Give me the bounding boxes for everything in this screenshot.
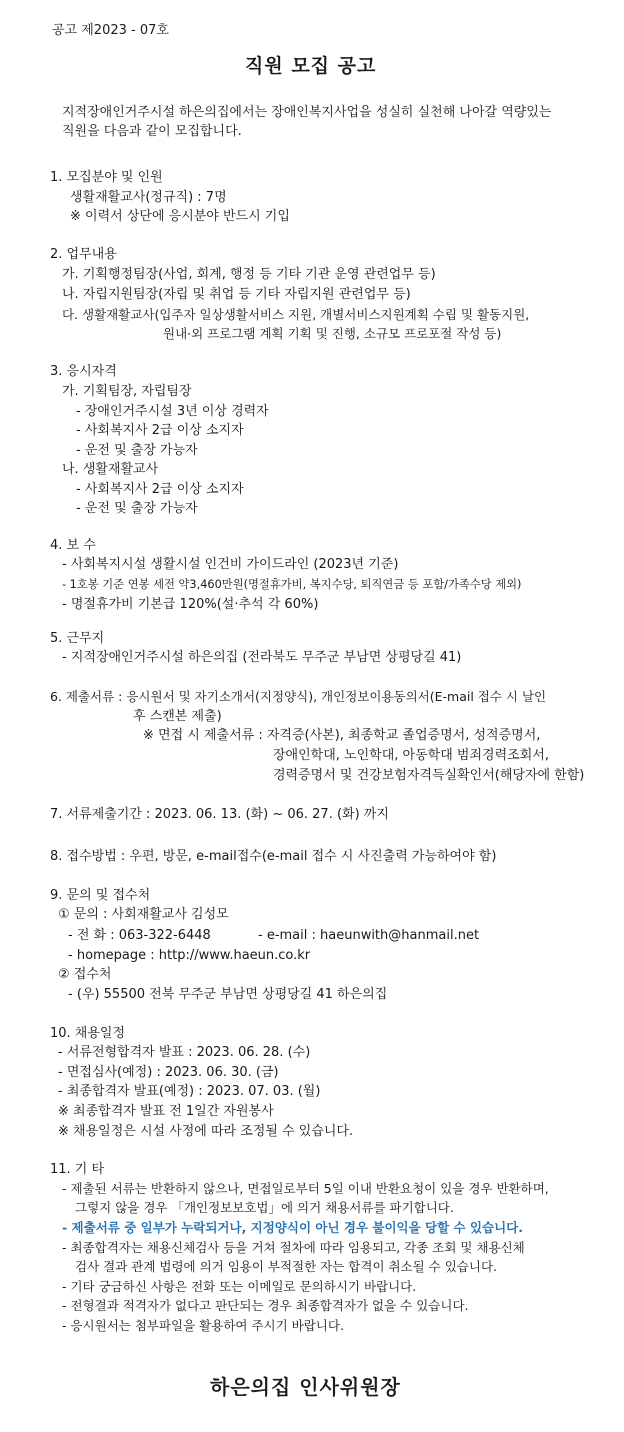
section-11-heading: 11. 기 타 [50,1162,105,1177]
section-4-line-2: - 1호봉 기준 연봉 세전 약3,460만원(명절휴가비, 복지수당, 퇴직연금 등 포함/가족수당 제외) [62,578,522,591]
section-6-line-5: 경력증명서 및 건강보험자격득실확인서(해당자에 한함) [273,768,585,783]
section-9-address: - (우) 55500 전북 무주군 부남면 상평당길 41 하은의집 [68,987,388,1002]
section-3-item-a1: - 장애인거주시설 3년 이상 경력자 [76,404,269,419]
section-2-item-c-cont: 원내·외 프로그램 계획 기획 및 진행, 소규모 프로포절 작성 등) [163,326,502,341]
section-5-heading: 5. 근무지 [50,631,105,646]
section-2-item-b: 나. 자립지원팀장(자립 및 취업 등 기타 자립지원 관련업무 등) [62,287,411,302]
section-9-contact: ① 문의 : 사회재활교사 김성모 [58,907,229,922]
intro-line-1: 지적장애인거주시설 하은의집에서는 장애인복지사업을 성실히 실천해 나아갈 역량있는 [62,105,552,120]
section-2-item-c: 다. 생활재활교사(입주자 일상생활서비스 지원, 개별서비스지원계획 수립 및 활동지원, [62,307,530,322]
section-6-line-1: 6. 제출서류 : 응시원서 및 자기소개서(지정양식), 개인정보이용동의서(E-mail 접수 시 날인 [50,689,547,704]
section-11-line-4: - 최종합격자는 채용신체검사 등을 거쳐 절차에 따라 임용되고, 각종 조회 및 채용신체 [62,1240,525,1255]
issuer-signature: 하은의집 인사위원장 [210,1375,401,1399]
section-9-email[interactable]: - e-mail : haeunwith@hanmail.net [258,928,480,943]
section-11-line-1: - 제출된 서류는 반환하지 않으나, 면접일로부터 5일 이내 반환요청이 있을 경우 반환하며, [62,1181,549,1196]
section-2-item-a: 가. 기획행정팀장(사업, 회계, 행정 등 기타 기관 운영 관련업무 등) [62,267,436,282]
section-1-line: 생활재활교사(정규직) : 7명 [70,190,227,205]
section-3-item-b: 나. 생활재활교사 [62,462,159,477]
section-3-item-a2: - 사회복지사 2급 이상 소지자 [76,423,244,438]
section-10-line-3: - 최종합격자 발표(예정) : 2023. 07. 03. (월) [58,1084,321,1099]
section-3-item-b2: - 운전 및 출장 가능자 [76,501,198,516]
intro-line-2: 직원을 다음과 같이 모집합니다. [62,124,242,139]
section-5-line-1: - 지적장애인거주시설 하은의집 (전라북도 무주군 부남면 상평당길 41) [62,650,462,665]
section-9-reception: ② 접수처 [58,967,112,982]
section-11-line-8: - 응시원서는 첨부파일을 활용하여 주시기 바랍니다. [62,1318,344,1333]
section-11-line-7: - 전형결과 적격자가 없다고 판단되는 경우 최종합격자가 없을 수 있습니다. [62,1298,469,1313]
section-6-line-3: ※ 면접 시 제출서류 : 자격증(사본), 최종학교 졸업증명서, 성적증명서, [143,728,541,743]
section-9-heading: 9. 문의 및 접수처 [50,888,151,903]
section-6-line-4: 장애인학대, 노인학대, 아동학대 범죄경력조회서, [273,748,549,763]
section-7-line-1: 7. 서류제출기간 : 2023. 06. 13. (화) ~ 06. 27. (화) 까지 [50,807,389,822]
section-10-heading: 10. 채용일정 [50,1026,126,1041]
section-10-line-1: - 서류전형합격자 발표 : 2023. 06. 28. (수) [58,1045,311,1060]
section-11-line-3-highlight: - 제출서류 중 일부가 누락되거나, 지정양식이 아닌 경우 불이익을 당할 수 있습니다. [62,1220,524,1235]
section-6-line-2: 후 스캔본 제출) [133,709,222,724]
section-11-line-2: 그렇지 않을 경우 「개인정보보호법」에 의거 채용서류를 파기합니다. [75,1200,454,1215]
section-3-item-a: 가. 기획팀장, 자립팀장 [62,384,192,399]
section-4-line-1: - 사회복지시설 생활시설 인건비 가이드라인 (2023년 기준) [62,557,399,572]
section-11-line-5: 검사 결과 관계 법령에 의거 임용이 부적절한 자는 합격이 취소될 수 있습니다. [75,1259,498,1274]
section-8-line-1: 8. 접수방법 : 우편, 방문, e-mail접수(e-mail 접수 시 사진출력 가능하여야 함) [50,849,497,864]
section-9-phone: - 전 화 : 063-322-6448 [68,928,211,943]
section-1-note: ※ 이력서 상단에 응시분야 반드시 기입 [70,209,290,224]
section-11-line-6: - 기타 궁금하신 사항은 전화 또는 이메일로 문의하시기 바랍니다. [62,1279,417,1294]
section-10-note-2: ※ 채용일정은 시설 사정에 따라 조정될 수 있습니다. [58,1124,354,1139]
page-title: 직원 모집 공고 [245,55,377,77]
section-3-item-a3: - 운전 및 출장 가능자 [76,443,198,458]
section-4-line-3: - 명절휴가비 기본급 120%(설·추석 각 60%) [62,597,319,612]
section-10-line-2: - 면접심사(예정) : 2023. 06. 30. (금) [58,1065,279,1080]
section-2-heading: 2. 업무내용 [50,247,117,262]
section-9-homepage[interactable]: - homepage : http://www.haeun.co.kr [68,948,311,963]
section-3-item-b1: - 사회복지사 2급 이상 소지자 [76,482,244,497]
document-number: 공고 제2023 - 07호 [52,23,169,38]
section-1-heading: 1. 모집분야 및 인원 [50,170,163,185]
section-10-note-1: ※ 최종합격자 발표 전 1일간 자원봉사 [58,1104,274,1119]
section-3-heading: 3. 응시자격 [50,364,117,379]
section-4-heading: 4. 보 수 [50,538,96,553]
